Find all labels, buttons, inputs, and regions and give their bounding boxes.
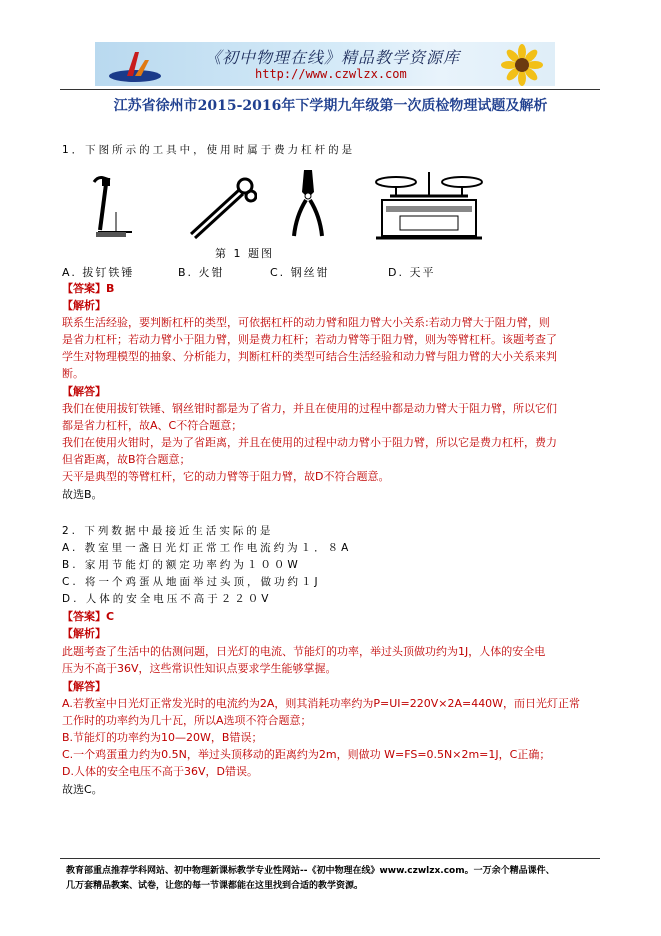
q2-conclusion: 故选C。 [62,783,103,796]
footer-line-2: 几万套精品教案、试卷，让您的每一节课都能在这里找到合适的教学资源。 [66,881,364,891]
q2-solution-tag: 【解答】 [62,680,106,693]
header-banner [95,42,555,86]
q1-analysis-line: 联系生活经验，要判断杠杆的类型，可依据杠杆的动力臂和阻力臂大小关系:若动力臂大于阻力臂，则 [62,316,550,329]
q1-analysis-line: 是省力杠杆；若动力臂小于阻力臂，则是费力杠杆；若动力臂等于阻力臂，则为等臂杠杆。该题考查了 [62,333,557,346]
q2-analysis-line: 此题考查了生活中的估测问题，日光灯的电流、节能灯的功率，举过头顶做功约为1J，人体的安全电 [62,645,546,658]
q2-solution-line: C.一个鸡蛋重力约为0.5N，举过头顶移动的距离约为2m，则做功 W=FS=0.5N×2m=1J，C正确； [62,748,551,761]
claw-hammer-icon [88,172,136,244]
sunflower-icon [495,44,549,86]
q2-solution-line: D.人体的安全电压不高于36V，D错误。 [62,765,258,778]
q2-option-d: D. 人体的安全电压不高于２２０V [62,593,272,605]
q2-solution-line: B.节能灯的功率约为10—20W，B错误； [62,731,263,744]
q1-option-c: C. 钢丝钳 [270,266,330,279]
q2-solution-line: A.若教室中日光灯正常发光时的电流约为2A，则其消耗功率约为P=UI=220V×2A=440W，而日光灯正常 [62,697,581,710]
q1-analysis-line: 断。 [62,367,84,380]
wire-pliers-icon [288,166,328,238]
q1-solution-line: 但省距离，故B符合题意； [62,453,191,466]
q1-option-a: A. 拔钉铁锤 [62,266,135,279]
banner-title: 《初中物理在线》精品教学资源库 [205,48,461,67]
site-logo-icon [105,46,165,84]
q1-solution-tag: 【解答】 [62,385,106,398]
q1-option-b: B. 火钳 [178,266,225,279]
document-title: 江苏省徐州市2015-2016年下学期九年级第一次质检物理试题及解析 [113,98,548,114]
q2-option-a: A. 教室里一盏日光灯正常工作电流约为１．８A [62,542,352,554]
q1-conclusion: 故选B。 [62,488,103,501]
q2-option-c: C. 将一个鸡蛋从地面举过头顶，做功约１J [62,576,321,588]
q2-option-b: B. 家用节能灯的额定功率约为１００W [62,559,301,571]
footer-divider [60,858,600,859]
banner-url: http://www.czwlzx.com [255,67,407,81]
q1-analysis-line: 学生对物理模型的抽象、分析能力，判断杠杆的类型可结合生活经验和动力臂与阻力臂的大小关系来判 [62,350,557,363]
question-2-stem: 2. 下列数据中最接近生活实际的是 [62,525,274,537]
q1-solution-line: 都是省力杠杆，故A、C不符合题意； [62,419,243,432]
q1-option-d: D. 天平 [388,266,436,279]
q1-solution-line: 我们在使用火钳时，是为了省距离，并且在使用的过程中动力臂小于阻力臂，所以它是费力杠杆，费力 [62,436,557,449]
q2-answer: 【答案】C [62,610,115,623]
q2-analysis-line: 压为不高于36V，这些常识性知识点要求学生能够掌握。 [62,662,337,675]
footer-line-1: 教育部重点推荐学科网站、初中物理新课标教学专业性网站--《初中物理在线》www.czwlzx.com。一万余个精品课件、 [66,866,555,876]
question-1-stem: 1．下图所示的工具中，使用时属于费力杠杆的是 [62,144,356,156]
q1-analysis-tag: 【解析】 [62,299,106,312]
q1-solution-line: 我们在使用拔钉铁锤、钢丝钳时都是为了省力，并且在使用的过程中都是动力臂大于阻力臂，所以它们 [62,402,557,415]
balance-scale-icon [372,166,486,242]
q2-solution-line: 工作时的功率约为几十瓦，所以A选项不符合题意； [62,714,312,727]
header-divider [60,89,600,90]
fire-tongs-icon [185,176,257,240]
q1-answer: 【答案】B [62,282,115,295]
figure-caption: 第 1 题图 [215,247,274,260]
q1-solution-line: 天平是典型的等臂杠杆，它的动力臂等于阻力臂，故D不符合题意。 [62,470,390,483]
q2-analysis-tag: 【解析】 [62,627,106,640]
